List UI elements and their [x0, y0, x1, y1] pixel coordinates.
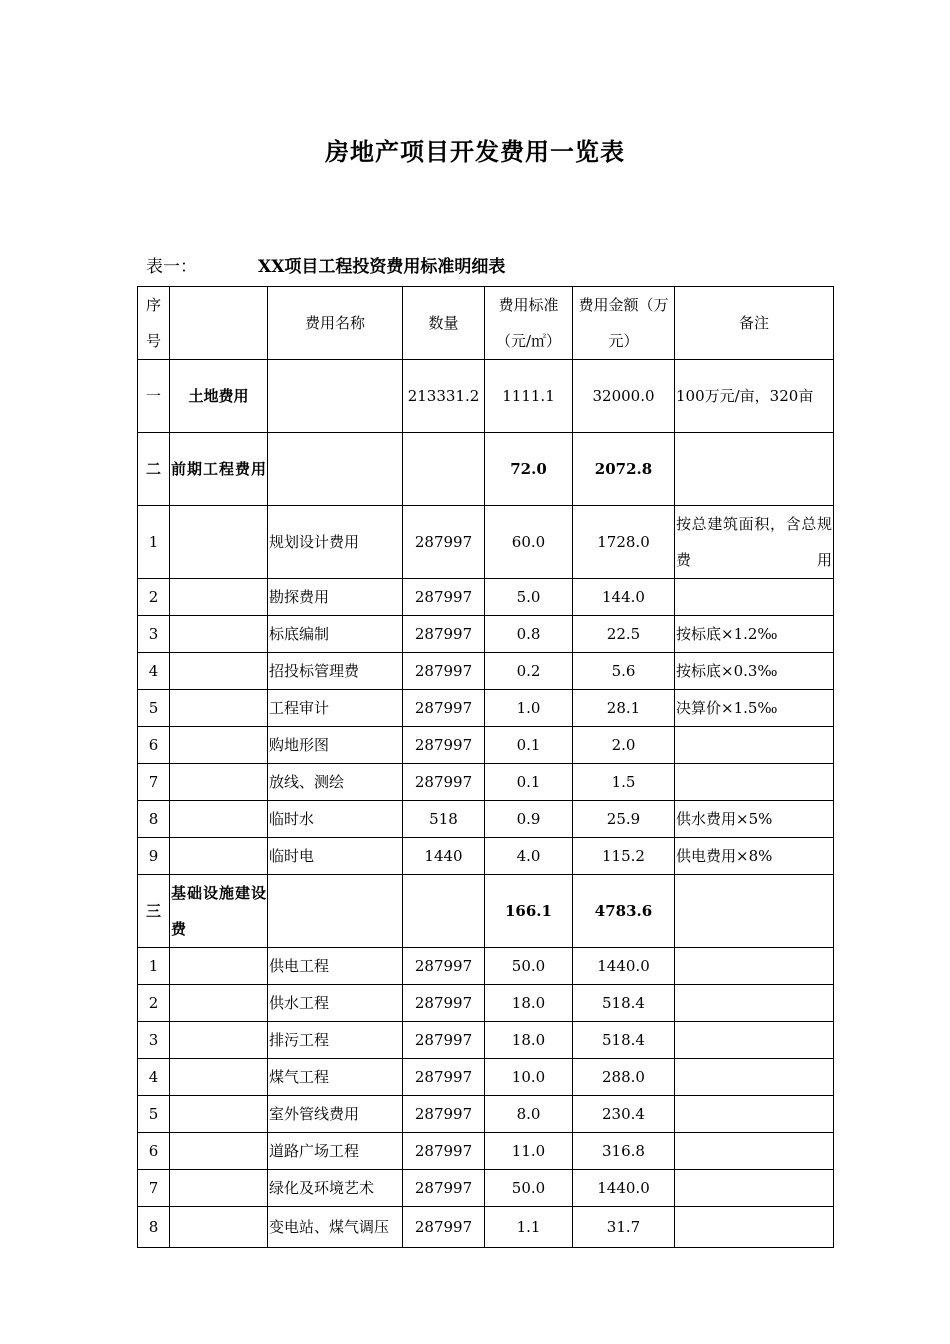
cell-qty: 1440 — [403, 838, 485, 875]
header-blank — [170, 287, 268, 360]
cell-note — [675, 433, 834, 506]
fee-table — [137, 286, 834, 1248]
cell-category: 前期工程费用 — [170, 433, 268, 506]
cell-category — [170, 727, 268, 764]
cell-qty: 518 — [403, 801, 485, 838]
cell-std: 4.0 — [485, 838, 573, 875]
cell-category — [170, 838, 268, 875]
cell-name — [268, 875, 403, 948]
cell-name: 排污工程 — [268, 1022, 403, 1059]
cell-std: 50.0 — [485, 948, 573, 985]
cell-name: 购地形图 — [268, 727, 403, 764]
cell-note: 100万元/亩，320亩 — [675, 360, 834, 433]
cell-std: 0.2 — [485, 653, 573, 690]
cell-amount: 115.2 — [573, 838, 675, 875]
cell-note: 决算价×1.5‰ — [675, 690, 834, 727]
cell-qty: 287997 — [403, 1022, 485, 1059]
table-row — [138, 579, 834, 616]
cell-category — [170, 1207, 268, 1248]
cell-name: 标底编制 — [268, 616, 403, 653]
cell-amount: 1728.0 — [573, 506, 675, 579]
cell-note — [675, 875, 834, 948]
cell-amount: 1.5 — [573, 764, 675, 801]
cell-qty: 287997 — [403, 985, 485, 1022]
cell-seq: 2 — [138, 579, 170, 616]
cell-category — [170, 653, 268, 690]
cell-note — [675, 579, 834, 616]
cell-std: 50.0 — [485, 1170, 573, 1207]
cell-qty: 287997 — [403, 1133, 485, 1170]
cell-qty: 287997 — [403, 764, 485, 801]
cell-seq: 1 — [138, 506, 170, 579]
cell-seq: 二 — [138, 433, 170, 506]
document-title: 房地产项目开发费用一览表 — [325, 137, 625, 166]
cell-std: 0.8 — [485, 616, 573, 653]
cell-name: 临时水 — [268, 801, 403, 838]
cell-seq: 5 — [138, 690, 170, 727]
cell-amount: 32000.0 — [573, 360, 675, 433]
cell-category — [170, 1133, 268, 1170]
cell-seq: 1 — [138, 948, 170, 985]
cell-name: 放线、测绘 — [268, 764, 403, 801]
cell-qty: 287997 — [403, 690, 485, 727]
cell-std: 8.0 — [485, 1096, 573, 1133]
cell-seq: 8 — [138, 801, 170, 838]
cell-name: 供水工程 — [268, 985, 403, 1022]
cell-std: 5.0 — [485, 579, 573, 616]
cell-amount: 144.0 — [573, 579, 675, 616]
cell-std: 11.0 — [485, 1133, 573, 1170]
table-row — [138, 1133, 834, 1170]
cell-amount: 2.0 — [573, 727, 675, 764]
cell-amount: 316.8 — [573, 1133, 675, 1170]
table-row — [138, 1059, 834, 1096]
cell-category — [170, 1170, 268, 1207]
cell-note: 按标底×0.3‰ — [675, 653, 834, 690]
cell-std: 72.0 — [485, 433, 573, 506]
table-row — [138, 616, 834, 653]
cell-name — [268, 433, 403, 506]
cell-name: 规划设计费用 — [268, 506, 403, 579]
cell-category — [170, 801, 268, 838]
cell-amount: 31.7 — [573, 1207, 675, 1248]
table-row — [138, 1170, 834, 1207]
cell-std: 0.9 — [485, 801, 573, 838]
cell-name: 室外管线费用 — [268, 1096, 403, 1133]
cell-note: 按标底×1.2‰ — [675, 616, 834, 653]
cell-category — [170, 764, 268, 801]
cell-amount: 288.0 — [573, 1059, 675, 1096]
table-row — [138, 1096, 834, 1133]
cell-name: 工程审计 — [268, 690, 403, 727]
cell-amount: 28.1 — [573, 690, 675, 727]
cell-qty — [403, 433, 485, 506]
caption-label: 表一： — [146, 257, 197, 277]
cell-note — [675, 1133, 834, 1170]
cell-std: 1.1 — [485, 1207, 573, 1248]
cell-name — [268, 360, 403, 433]
cell-amount: 1440.0 — [573, 1170, 675, 1207]
cell-std: 166.1 — [485, 875, 573, 948]
table-row — [138, 506, 834, 579]
cell-seq: 3 — [138, 1022, 170, 1059]
cell-amount: 22.5 — [573, 616, 675, 653]
cell-name: 绿化及环境艺术 — [268, 1170, 403, 1207]
caption-text: XX项目工程投资费用标准明细表 — [258, 257, 506, 277]
cell-category: 基础设施建设费 — [170, 875, 268, 948]
cell-std: 60.0 — [485, 506, 573, 579]
cell-amount: 2072.8 — [573, 433, 675, 506]
cell-note — [675, 764, 834, 801]
cell-amount: 518.4 — [573, 1022, 675, 1059]
table-row — [138, 764, 834, 801]
cell-qty: 287997 — [403, 727, 485, 764]
cell-category — [170, 1096, 268, 1133]
cell-seq: 6 — [138, 727, 170, 764]
table-row — [138, 801, 834, 838]
cell-seq: 7 — [138, 764, 170, 801]
cell-category — [170, 616, 268, 653]
cell-seq: 一 — [138, 360, 170, 433]
cell-qty: 287997 — [403, 579, 485, 616]
cell-seq: 2 — [138, 985, 170, 1022]
cell-name: 道路广场工程 — [268, 1133, 403, 1170]
cell-note — [675, 727, 834, 764]
cell-std: 0.1 — [485, 727, 573, 764]
cell-qty: 287997 — [403, 1207, 485, 1248]
cell-amount: 4783.6 — [573, 875, 675, 948]
cell-amount: 25.9 — [573, 801, 675, 838]
cell-amount: 230.4 — [573, 1096, 675, 1133]
cell-amount: 518.4 — [573, 985, 675, 1022]
cell-note: 按总建筑面积，含总规费用 — [675, 506, 834, 579]
table-body — [138, 287, 834, 1248]
cell-category — [170, 506, 268, 579]
cell-qty: 213331.2 — [403, 360, 485, 433]
cell-note — [675, 1096, 834, 1133]
table-row — [138, 1207, 834, 1248]
header-qty: 数量 — [403, 287, 485, 360]
table-row — [138, 985, 834, 1022]
cell-note — [675, 1059, 834, 1096]
cell-name: 煤气工程 — [268, 1059, 403, 1096]
cell-name: 临时电 — [268, 838, 403, 875]
cell-qty: 287997 — [403, 1059, 485, 1096]
cell-qty: 287997 — [403, 506, 485, 579]
cell-category: 土地费用 — [170, 360, 268, 433]
table-row — [138, 1022, 834, 1059]
cell-amount: 5.6 — [573, 653, 675, 690]
cell-std: 1111.1 — [485, 360, 573, 433]
cell-category — [170, 948, 268, 985]
cell-qty: 287997 — [403, 1096, 485, 1133]
cell-name: 招投标管理费 — [268, 653, 403, 690]
table-row — [138, 360, 834, 433]
cell-category — [170, 1059, 268, 1096]
cell-seq: 4 — [138, 1059, 170, 1096]
cell-seq: 7 — [138, 1170, 170, 1207]
table-row — [138, 433, 834, 506]
cell-seq: 3 — [138, 616, 170, 653]
cell-name: 变电站、煤气调压 — [268, 1207, 403, 1248]
cell-category — [170, 579, 268, 616]
cell-note — [675, 1022, 834, 1059]
cell-seq: 9 — [138, 838, 170, 875]
cell-qty: 287997 — [403, 1170, 485, 1207]
cell-note — [675, 1207, 834, 1248]
cell-seq: 5 — [138, 1096, 170, 1133]
cell-note — [675, 985, 834, 1022]
cell-seq: 8 — [138, 1207, 170, 1248]
table-row — [138, 838, 834, 875]
header-note: 备注 — [675, 287, 834, 360]
cell-std: 0.1 — [485, 764, 573, 801]
cell-std: 1.0 — [485, 690, 573, 727]
cell-qty: 287997 — [403, 948, 485, 985]
cell-category — [170, 985, 268, 1022]
cell-category — [170, 1022, 268, 1059]
header-name: 费用名称 — [268, 287, 403, 360]
cell-note: 供电费用×8% — [675, 838, 834, 875]
header-seq: 序号 — [138, 287, 170, 360]
cell-seq: 三 — [138, 875, 170, 948]
cell-note — [675, 1170, 834, 1207]
cell-std: 18.0 — [485, 1022, 573, 1059]
table-row — [138, 653, 834, 690]
cell-note — [675, 948, 834, 985]
header-amount: 费用金额（万元） — [573, 287, 675, 360]
cell-qty — [403, 875, 485, 948]
cell-name: 勘探费用 — [268, 579, 403, 616]
cell-category — [170, 690, 268, 727]
cell-qty: 287997 — [403, 653, 485, 690]
table-row — [138, 948, 834, 985]
cell-std: 18.0 — [485, 985, 573, 1022]
header-std: 费用标准（元/㎡） — [485, 287, 573, 360]
cell-std: 10.0 — [485, 1059, 573, 1096]
cell-note: 供水费用×5% — [675, 801, 834, 838]
table-caption — [146, 252, 505, 277]
cell-name: 供电工程 — [268, 948, 403, 985]
cell-seq: 6 — [138, 1133, 170, 1170]
table-row — [138, 690, 834, 727]
cell-amount: 1440.0 — [573, 948, 675, 985]
table-row — [138, 727, 834, 764]
header-row — [138, 287, 834, 360]
cell-qty: 287997 — [403, 616, 485, 653]
table-row — [138, 875, 834, 948]
cell-seq: 4 — [138, 653, 170, 690]
